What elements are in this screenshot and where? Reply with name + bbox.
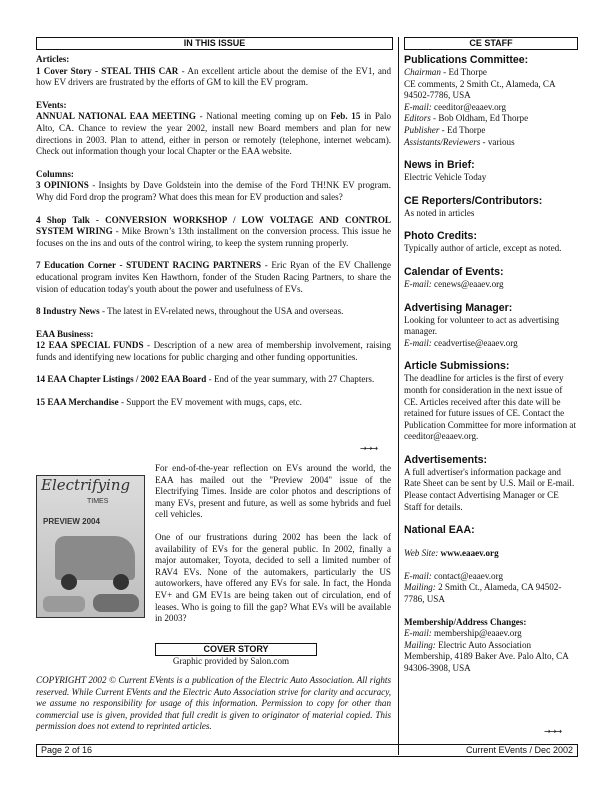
publisher-line: Publisher - Ed Thorpe	[404, 124, 486, 135]
item-special-funds[interactable]: 12 EAA SPECIAL FUNDS - Description of a new area of membership involvement, raising funds and identifying new locations for public charging and other funding opportunities.	[36, 340, 391, 362]
national-heading: National EAA:	[404, 524, 475, 537]
chairman-line: Chairman - Ed Thorpe	[404, 67, 487, 77]
item-national-meeting[interactable]: ANNUAL NATIONAL EAA MEETING - National meeting coming up on Feb. 15 in Palo Alto, CA. Chance to review the year 2002, install new Board members and plan for new directions in 2003. Plan to attend, either in person or remotely (telephone, internet webcam). Check out information though your local Chapter or the EAA website.	[36, 111, 391, 157]
cover-masthead: Electrifying	[41, 476, 131, 494]
membership-mailing: Mailing: Electric Auto Association Membership, 4189 Baker Ave. Palo Alto, CA 94306-3908, USA	[404, 639, 569, 673]
car-icon	[43, 596, 85, 612]
photo-value: Typically author of article, except as noted.	[404, 243, 562, 254]
issue-contents	[36, 54, 391, 409]
membership-email[interactable]: E-mail: membership@eaaev.org	[404, 628, 522, 639]
advertisements-heading: Advertisements:	[404, 453, 488, 466]
continue-arrow-icon: →→→	[360, 444, 378, 453]
website-link[interactable]: Web Site: www.eaaev.org	[404, 548, 499, 559]
item-merchandise[interactable]: 15 EAA Merchandise - Support the EV movement with mugs, caps, etc.	[36, 397, 302, 408]
cover-subtitle: TIMES	[87, 498, 109, 505]
advertising-email[interactable]: E-mail: ceadvertise@eaaev.org	[404, 337, 518, 348]
reporters-heading: CE Reporters/Contributors:	[404, 194, 543, 207]
submissions-value: The deadline for articles is the first of every month for consideration in the next issue of CE. Articles received after this date will be retained for future issues of CE. Contact the Publication Committee for more information at ceeditor@eaaev.org.	[404, 373, 576, 442]
electrifying-times-text	[155, 463, 391, 625]
assistants-line: Assistants/Reviewers - various	[404, 136, 515, 147]
in-this-issue-title: IN THIS ISSUE	[36, 37, 393, 50]
cover-preview-label: PREVIEW 2004	[43, 517, 100, 526]
national-email[interactable]: E-mail: contact@eaaev.org	[404, 570, 504, 581]
item-industry-news[interactable]: 8 Industry News - The latest in EV-related news, throughout the USA and overseas.	[36, 306, 344, 317]
calendar-email[interactable]: E-mail: cenews@eaaev.org	[404, 278, 504, 289]
photo-heading: Photo Credits:	[404, 230, 477, 243]
events-heading: EVents:	[36, 99, 67, 110]
availability-paragraph: One of our frustrations during 2002 has been the lack of availability of EVs for the general public. In 2002, finally a major automaker, Toyota, decided to sell a limited number of RAV4 EVs. None of the automakers, particularly the US autoworkers, have offered any EVs for sale. In fact, the Honda EV+ and GM EV1s are being taken out of circulation, end of leases. Who is going to fill the gap? What EVs will be available in 2003?	[155, 531, 391, 624]
news-value: Electric Vehicle Today	[404, 172, 487, 183]
item-shop-talk[interactable]: 4 Shop Talk - CONVERSION WORKSHOP / LOW VOLTAGE AND CONTROL SYSTEM WIRING - Mike Brown’s 13th installment on the conversion process. This issue he focuses on the ins and outs of the control wiring, to keep the system running properly.	[36, 214, 391, 248]
reporters-value: As noted in articles	[404, 207, 475, 218]
page-number: Page 2 of 16	[41, 745, 93, 755]
submissions-heading: Article Submissions:	[404, 360, 510, 373]
wheel-icon	[113, 574, 129, 590]
ce-staff-title: CE STAFF	[404, 37, 578, 50]
item-chapter-listings[interactable]: 14 EAA Chapter Listings / 2002 EAA Board - End of the year summary, with 27 Chapters.	[36, 374, 375, 385]
business-heading: EAA Business:	[36, 328, 94, 339]
copyright-notice: COPYRIGHT 2002 © Current EVents is a publication of the Electric Auto Association. All rights reserved. While Current EVents and the Electric Auto Association strive for clarity and accuracy, we assume no responsibility for usage of this information. Permission to copy for other than commercial use is given, provided that full credit is given to originator of material copied. This permission does not extend to reprinted articles.	[36, 675, 391, 732]
item-opinions[interactable]: 3 OPINIONS - Insights by Dave Goldstein into the demise of the Ford TH!NK EV program. Why did Ford drop the program? What does this mean for EV production and sales?	[36, 180, 391, 202]
chairman-address: CE comments, 2 Smith Ct., Alameda, CA 94502-7786, USA	[404, 78, 556, 101]
national-mailing: Mailing: 2 Smith Ct., Alameda, CA 94502-7786, USA	[404, 582, 562, 605]
articles-heading: Articles:	[36, 54, 70, 64]
electrifying-times-cover-image	[36, 475, 145, 618]
item-education-corner[interactable]: 7 Education Corner - STUDENT RACING PARTNERS - Eric Ryan of the EV Challenge educational program invites Ken Hawthorn, fonder of the Studen Racing Partners, to share the vision of education today's youth about the power and usefulness of EVs.	[36, 260, 391, 294]
chairman-email[interactable]: E-mail: ceeditor@eaaev.org	[404, 101, 507, 112]
continue-arrow-icon: →→→	[544, 727, 562, 736]
issue-label: Current EVents / Dec 2002	[465, 745, 573, 755]
cover-story-title: COVER STORY	[155, 643, 317, 656]
advertising-heading: Advertising Manager:	[404, 301, 513, 314]
membership-heading: Membership/Address Changes:	[404, 616, 527, 627]
columns-heading: Columns:	[36, 168, 74, 179]
editors-line: Editors - Bob Oldham, Ed Thorpe	[404, 113, 529, 124]
publications-heading: Publications Committee:	[404, 54, 529, 66]
preview-paragraph: For end-of-the-year reflection on EVs around the world, the EAA has mailed out the "Preview 2004" issue of the Electrifying Times. Inside are color photos and descriptions of many EVs, present and future, as well as some hybrids and fuel cell vehicles.	[155, 463, 391, 520]
calendar-heading: Calendar of Events:	[404, 265, 504, 278]
column-divider	[398, 37, 399, 755]
news-heading: News in Brief:	[404, 159, 475, 172]
cover-credit: Graphic provided by Salon.com	[172, 656, 290, 666]
wheel-icon	[61, 574, 77, 590]
car-icon	[93, 594, 139, 612]
item-cover-story[interactable]: 1 Cover Story - STEAL THIS CAR - An excellent article about the demise of the EV1, and how EV drivers are frustrated by the efforts of GM to kill the EV program.	[36, 65, 392, 88]
advertisements-value: A full advertiser's information package and Rate Sheet can be sent by U.S. Mail or E-mail. Please contact Advertising Manager or CE Staff for details.	[404, 466, 575, 512]
ce-staff-list	[404, 54, 576, 675]
advertising-value: Looking for volunteer to act as advertising manager.	[404, 314, 560, 337]
page-footer	[36, 744, 578, 757]
